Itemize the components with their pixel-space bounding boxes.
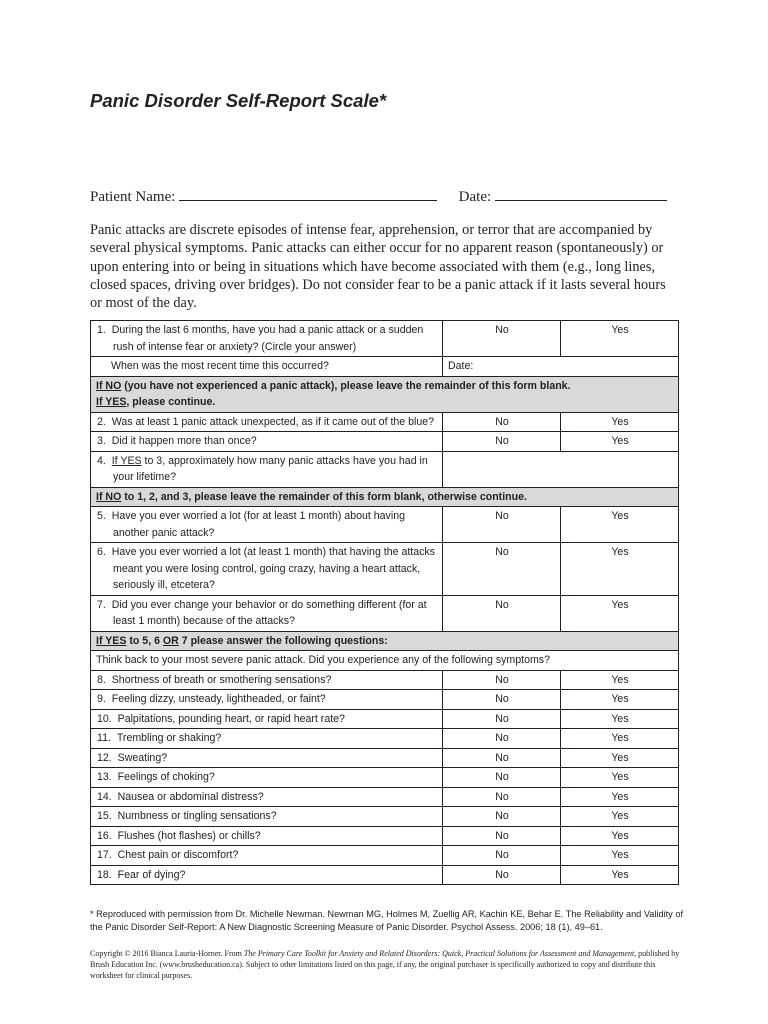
answer-no[interactable]: No <box>443 670 561 690</box>
question-number: 5. <box>97 510 106 522</box>
answer-yes[interactable]: Yes <box>561 826 679 846</box>
answer-no[interactable]: No <box>443 543 561 596</box>
question-text: Fear of dying? <box>117 868 186 881</box>
patient-info-line <box>90 188 667 206</box>
symptom-intro-text: Think back to your most severe panic attack. Did you experience any of the following symptoms? <box>91 651 679 671</box>
symptom-row <box>91 709 679 729</box>
question-text: During the last 6 months, have you had a panic attack or a sudden rush of intense fear or anxiety? (Circle your answer) <box>111 324 424 353</box>
answer-no[interactable]: No <box>443 412 561 432</box>
question-number: 11. <box>97 732 111 744</box>
symptom-row <box>91 846 679 866</box>
intro-paragraph: Panic attacks are discrete episodes of intense fear, apprehension, or terror that are accompanied by several physical symptoms. Panic attacks can either occur for no apparent reason (spontaneously) or upon entering into or being in situations which have become associated with them (e.g., long lines, closed spaces, driving over bridges). Do not consider fear to be a panic attack if it lasts several hours or most of the day. <box>90 222 666 312</box>
question-row-4 <box>91 451 679 487</box>
answer-yes[interactable]: Yes <box>561 412 679 432</box>
instruction-emphasis: If NO <box>96 379 122 392</box>
question-text: Chest pain or discomfort? <box>117 849 239 861</box>
questionnaire-table <box>90 320 679 885</box>
answer-no[interactable]: No <box>443 321 561 357</box>
question-number: 7. <box>97 598 106 611</box>
date-field[interactable] <box>495 188 667 201</box>
book-title: The Primary Care Toolkit for Anxiety and Related Disorders: Quick, Practical Solutions for Assessment and Management <box>243 949 635 958</box>
answer-no[interactable]: No <box>443 826 561 846</box>
instruction-text: (you have not experienced a panic attack), please leave the remainder of this form blank. <box>121 379 571 392</box>
question-number: 16. <box>97 829 112 842</box>
instruction-emphasis: If YES <box>96 634 127 647</box>
question-text: Was at least 1 panic attack unexpected, as if it came out of the blue? <box>111 415 435 428</box>
answer-yes[interactable]: Yes <box>561 807 679 827</box>
question-row-3 <box>91 432 679 452</box>
answer-no[interactable]: No <box>443 729 561 749</box>
question-number: 10. <box>97 712 112 725</box>
answer-yes[interactable]: Yes <box>561 865 679 885</box>
symptom-row <box>91 690 679 710</box>
copyright-text: Copyright © 2016 Bianca Lauria-Horner. From <box>90 949 244 958</box>
instruction-row-2 <box>91 487 679 507</box>
question-number: 9. <box>97 693 106 705</box>
answer-yes[interactable]: Yes <box>561 507 679 543</box>
question-text: Trembling or shaking? <box>116 732 222 744</box>
symptom-row <box>91 768 679 788</box>
answer-yes[interactable]: Yes <box>561 787 679 807</box>
question-text: Shortness of breath or smothering sensations? <box>111 673 332 686</box>
question-number: 1. <box>97 324 106 336</box>
question-text: Nausea or abdominal distress? <box>117 790 264 803</box>
answer-no[interactable]: No <box>443 595 561 631</box>
question-text: Feeling dizzy, unsteady, lightheaded, or faint? <box>111 693 326 705</box>
footnote: * Reproduced with permission from Dr. Michelle Newman. Newman MG, Holmes M, Zuellig AR, Kachin KE, Behar E. The Reliability and Validity of the Panic Disorder Self-Report: A New Diagnostic Screening Measure of Panic Disorder. Psychol Assess. 2006; 18 (1), 49–61. <box>90 909 683 932</box>
question-number: 17. <box>97 849 112 861</box>
attack-count-field[interactable] <box>443 451 679 487</box>
recent-date-field[interactable]: Date: <box>443 357 679 377</box>
answer-yes[interactable]: Yes <box>561 321 679 357</box>
question-text: Did you ever change your behavior or do something different (for at least 1 month) because of the attacks? <box>111 598 427 627</box>
answer-no[interactable]: No <box>443 865 561 885</box>
answer-yes[interactable]: Yes <box>561 595 679 631</box>
instruction-text: 7 please answer the following questions: <box>178 634 388 647</box>
question-text: Flushes (hot flashes) or chills? <box>117 829 261 842</box>
answer-yes[interactable]: Yes <box>561 846 679 866</box>
instruction-text: to 5, 6 <box>126 634 163 647</box>
symptom-row <box>91 787 679 807</box>
answer-yes[interactable]: Yes <box>561 768 679 788</box>
answer-no[interactable]: No <box>443 709 561 729</box>
answer-yes[interactable]: Yes <box>561 670 679 690</box>
question-number: 12. <box>97 751 112 764</box>
question-number: 15. <box>97 810 112 822</box>
answer-no[interactable]: No <box>443 846 561 866</box>
answer-no[interactable]: No <box>443 507 561 543</box>
instruction-text: , please continue. <box>126 396 216 408</box>
question-number: 6. <box>97 546 106 558</box>
answer-no[interactable]: No <box>443 787 561 807</box>
symptom-row <box>91 865 679 885</box>
question-number: 2. <box>97 415 106 428</box>
answer-yes[interactable]: Yes <box>561 690 679 710</box>
instruction-emphasis: OR <box>162 634 179 647</box>
symptom-row <box>91 670 679 690</box>
question-text: When was the most recent time this occurred? <box>91 357 443 377</box>
answer-yes[interactable]: Yes <box>561 729 679 749</box>
page-title: Panic Disorder Self-Report Scale* <box>90 90 387 111</box>
question-text: Feelings of choking? <box>117 771 215 783</box>
question-number: 3. <box>97 435 106 447</box>
symptom-row <box>91 807 679 827</box>
patient-name-label: Patient Name: <box>90 189 176 205</box>
question-text: Have you ever worried a lot (for at least 1 month) about having another panic attack? <box>111 510 405 539</box>
question-text: Did it happen more than once? <box>111 435 257 447</box>
question-row-6 <box>91 543 679 596</box>
question-text: Sweating? <box>117 751 168 764</box>
question-row-7 <box>91 595 679 631</box>
copyright-notice <box>90 948 690 981</box>
answer-yes[interactable]: Yes <box>561 543 679 596</box>
instruction-emphasis: If NO <box>96 490 122 503</box>
answer-no[interactable]: No <box>443 768 561 788</box>
question-text: Have you ever worried a lot (at least 1 month) that having the attacks meant you were losing control, going crazy, having a heart attack, seriously ill, etcetera? <box>111 546 436 591</box>
answer-no[interactable]: No <box>443 807 561 827</box>
question-text: Palpitations, pounding heart, or rapid heart rate? <box>117 712 345 725</box>
instruction-row-1 <box>91 376 679 412</box>
question-number: 18. <box>97 868 112 881</box>
answer-no[interactable]: No <box>443 432 561 452</box>
question-emphasis: If YES <box>111 454 142 467</box>
symptom-row <box>91 748 679 768</box>
question-row-1 <box>91 321 679 357</box>
question-row-5 <box>91 507 679 543</box>
answer-no[interactable]: No <box>443 690 561 710</box>
question-number: 14. <box>97 790 112 803</box>
answer-yes[interactable]: Yes <box>561 748 679 768</box>
question-number: 13. <box>97 771 112 783</box>
answer-no[interactable]: No <box>443 748 561 768</box>
question-number: 4. <box>97 454 106 467</box>
instruction-row-3 <box>91 631 679 651</box>
answer-yes[interactable]: Yes <box>561 709 679 729</box>
symptom-intro-row <box>91 651 679 671</box>
instruction-emphasis: If YES <box>96 396 127 408</box>
question-text: Numbness or tingling sensations? <box>117 810 277 822</box>
question-row-1-followup <box>91 357 679 377</box>
date-label: Date: <box>458 189 492 205</box>
question-text: to 3, approximately how many panic attacks have you had in your lifetime? <box>113 454 428 483</box>
copyright-text: , published by Brush Education Inc. (www.brusheducation.ca). Subject to other limitations listed on this page, if any, the original purchaser is specifically authorized to copy and distribute this worksheet for clinical purposes. <box>90 949 680 980</box>
question-row-2 <box>91 412 679 432</box>
question-number: 8. <box>97 673 106 686</box>
symptom-row <box>91 729 679 749</box>
instruction-text: to 1, 2, and 3, please leave the remainder of this form blank, otherwise continue. <box>121 490 527 503</box>
answer-yes[interactable]: Yes <box>561 432 679 452</box>
symptom-row <box>91 826 679 846</box>
patient-name-field[interactable] <box>179 188 437 201</box>
